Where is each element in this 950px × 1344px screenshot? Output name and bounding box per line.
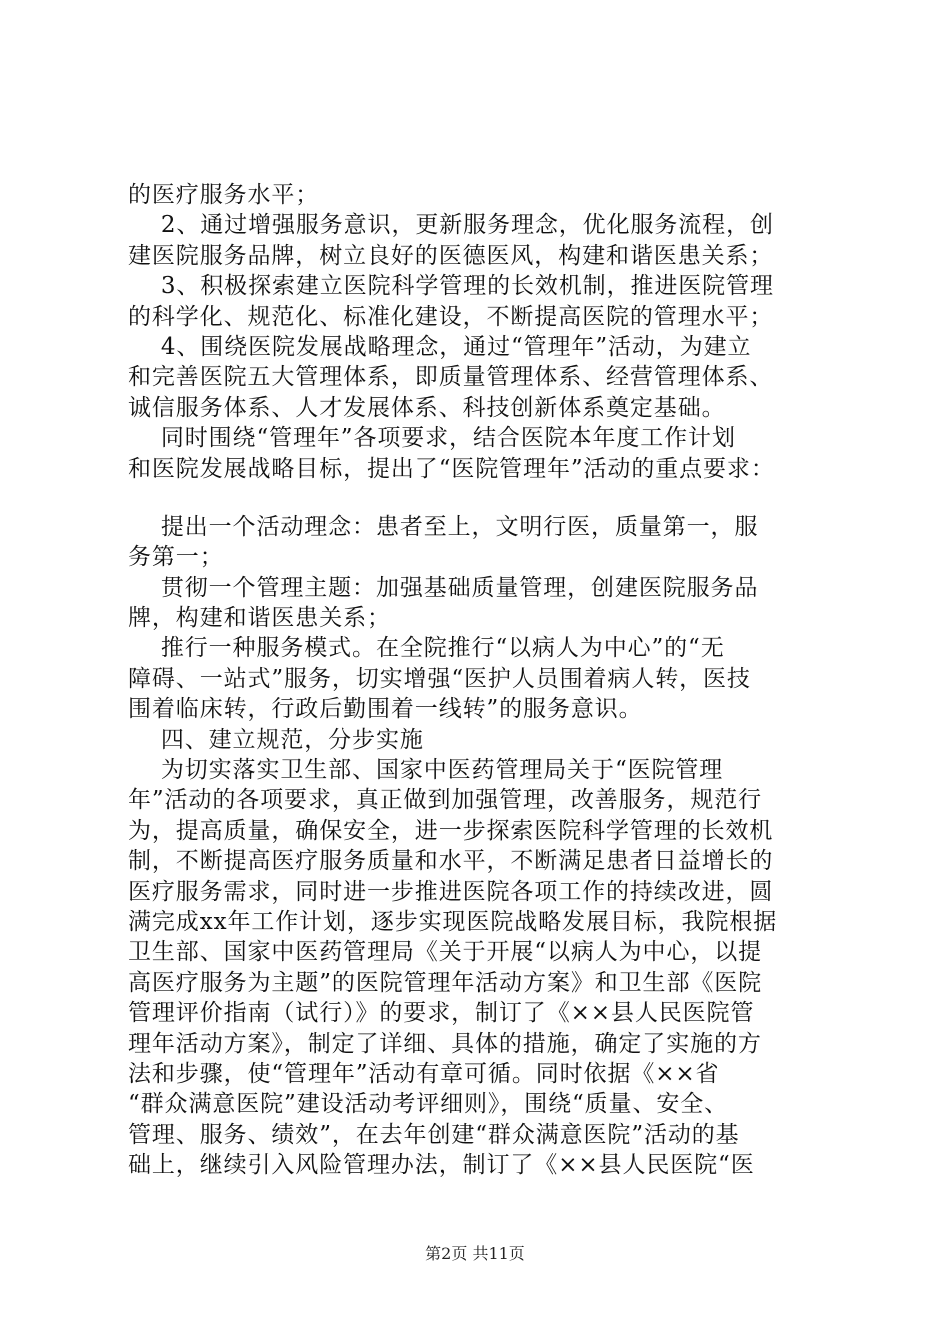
text-line: 高医疗服务为主题”的医院管理年活动方案》和卫生部《医院 [128, 969, 763, 996]
text-line: 诚信服务体系、人才发展体系、科技创新体系奠定基础。 [128, 394, 726, 421]
text-line: 和医院发展战略目标，提出了“医院管理年”活动的重点要求： [128, 455, 775, 482]
text-line: 贯彻一个管理主题：加强基础质量管理，创建医院服务品 [128, 574, 759, 601]
text-line: 牌，构建和谐医患关系； [128, 605, 391, 632]
text-line: 障碍、一站式”服务，切实增强“医护人员围着病人转，医技 [128, 665, 751, 692]
text-line: 务第一； [128, 544, 224, 571]
text-line: 推行一种服务模式。在全院推行“以病人为中心”的“无 [128, 635, 725, 662]
paragraph-spacer [128, 484, 836, 512]
text-line: 卫生部、国家中医药管理局《关于开展“以病人为中心，以提 [128, 939, 763, 966]
text-line: 为切实落实卫生部、国家中医药管理局关于“医院管理 [128, 757, 724, 784]
text-line: 提出一个活动理念：患者至上，文明行医，质量第一，服 [128, 513, 759, 540]
text-line: 的医疗服务水平； [128, 182, 320, 208]
section-heading: 四、建立规范，分步实施 [128, 726, 424, 753]
text-line: 4、围绕医院发展战略理念，通过“管理年”活动，为建立 [128, 333, 752, 360]
page-number-footer: 第2页 共11页 [425, 1244, 525, 1263]
document-body [128, 180, 836, 1181]
text-line: 础上，继续引入风险管理办法，制订了《××县人民医院“医 [128, 1152, 755, 1179]
text-line: 医疗服务需求，同时进一步推进医院各项工作的持续改进，圆 [128, 878, 774, 905]
text-line: 年”活动的各项要求，真正做到加强管理，改善服务，规范行 [128, 787, 763, 814]
text-line: 为，提高质量，确保安全，进一步探索医院科学管理的长效机 [128, 817, 774, 844]
text-line: 2、通过增强服务意识，更新服务理念，优化服务流程，创 [128, 212, 774, 239]
text-line: “群众满意医院”建设活动考评细则》，围绕“质量、安全、 [128, 1091, 729, 1118]
text-line: 围着临床转，行政后勤围着一线转”的服务意识。 [128, 696, 643, 723]
text-line: 同时围绕“管理年”各项要求，结合医院本年度工作计划 [128, 425, 736, 452]
text-line: 建医院服务品牌，树立良好的医德医风，构建和谐医患关系； [128, 242, 774, 269]
text-line: 理年活动方案》，制定了详细、具体的措施，确定了实施的方 [128, 1030, 762, 1057]
text-line: 制，不断提高医疗服务质量和水平，不断满足患者日益增长的 [128, 848, 774, 875]
text-line: 满完成xx年工作计划，逐步实现医院战略发展目标，我院根据 [128, 908, 778, 935]
text-line: 和完善医院五大管理体系，即质量管理体系、经营管理体系、 [128, 364, 774, 391]
text-line: 管理、服务、绩效”，在去年创建“群众满意医院”活动的基 [128, 1121, 740, 1148]
text-line: 的科学化、规范化、标准化建设，不断提高医院的管理水平； [128, 303, 774, 330]
text-line: 3、积极探索建立医院科学管理的长效机制，推进医院管理 [128, 273, 774, 300]
text-line: 管理评价指南（试行）》的要求，制订了《××县人民医院管 [128, 1000, 755, 1027]
text-line: 法和步骤，使“管理年”活动有章可循。同时依据《××省 [128, 1060, 720, 1087]
